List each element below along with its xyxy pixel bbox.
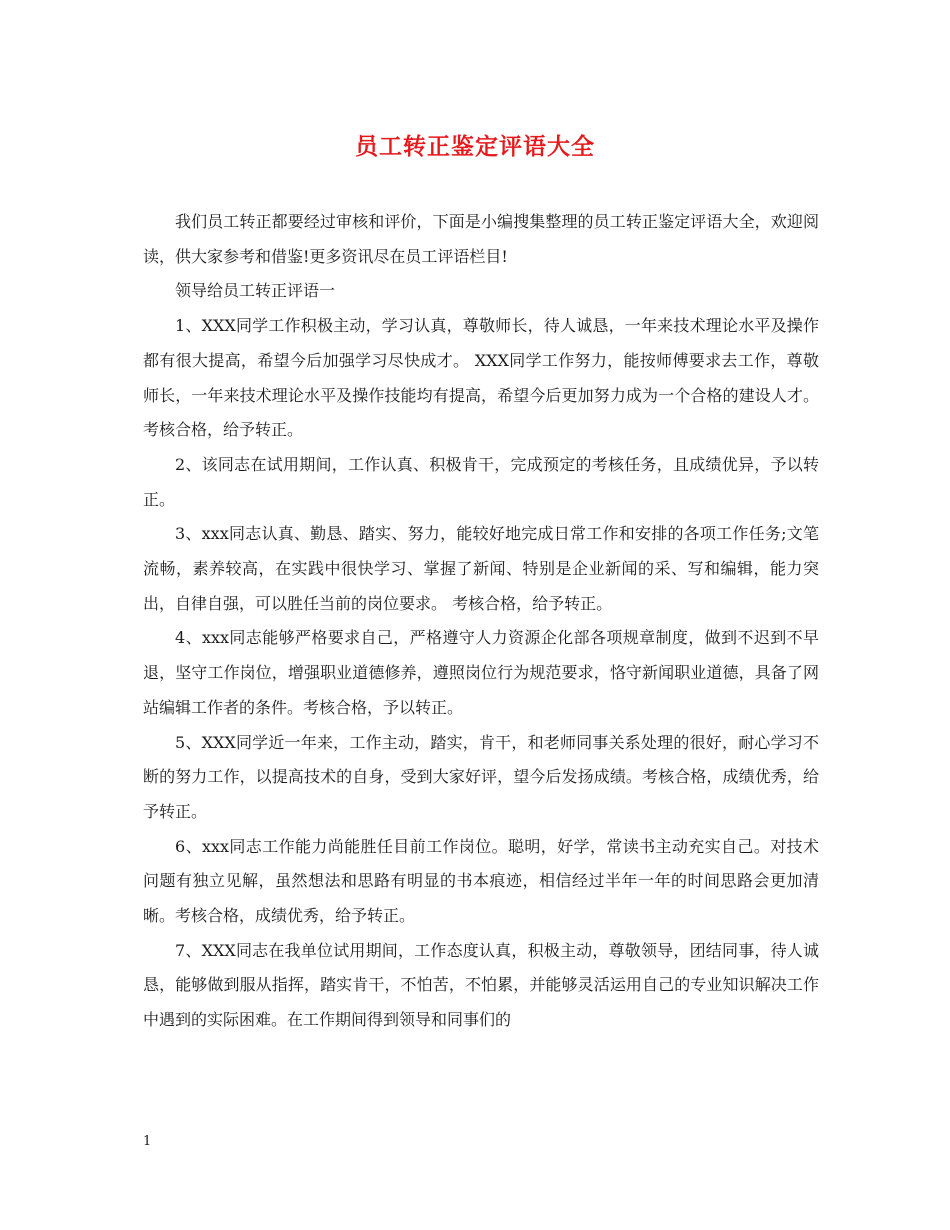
intro-paragraph: 我们员工转正都要经过审核和评价，下面是小编搜集整理的员工转正鉴定评语大全，欢迎阅读，供大家参考和借鉴!更多资讯尽在员工评语栏目! <box>143 212 819 266</box>
comment-paragraph-3: 3、xxx同志认真、勤恳、踏实、努力，能较好地完成日常工作和安排的各项工作任务;文笔流畅，素养较高，在实践中很快学习、掌握了新闻、特别是企业新闻的采、写和编辑，能力突出，自律自强，可以胜任当前的岗位要求。 考核合格，给予转正。 <box>143 524 819 613</box>
comment-paragraph-5: 5、XXX同学近一年来，工作主动，踏实，肯干，和老师同事关系处理的很好，耐心学习不断的努力工作，以提高技术的自身，受到大家好评，望今后发扬成绩。考核合格，成绩优秀，给予转正。 <box>143 732 819 821</box>
comment-paragraph-1: 1、XXX同学工作积极主动，学习认真，尊敬师长，待人诚恳，一年来技术理论水平及操作都有很大提高，希望今后加强学习尽快成才。 XXX同学工作努力，能按师傅要求去工作，尊敬师长，一年来技术理论水平及操作技能均有提高，希望今后更加努力成为一个合格的建设人才。考核合格，给予转正。 <box>143 316 819 440</box>
comment-paragraph-2: 2、该同志在试用期间，工作认真、积极肯干，完成预定的考核任务，且成绩优异，予以转正。 <box>143 454 819 509</box>
comment-paragraph-4: 4、xxx同志能够严格要求自己，严格遵守人力资源企化部各项规章制度，做到不迟到不早退，坚守工作岗位，增强职业道德修养，遵照岗位行为规范要求，恪守新闻职业道德，具备了网站编辑工作者的条件。考核合格，予以转正。 <box>143 628 819 717</box>
comment-paragraph-7: 7、XXX同志在我单位试用期间，工作态度认真，积极主动，尊敬领导，团结同事，待人诚恳，能够做到服从指挥，踏实肯干，不怕苦，不怕累，并能够灵活运用自己的专业知识解决工作中遇到的实际困难。在工作期间得到领导和同事们的 <box>143 940 819 1030</box>
document-title: 员工转正鉴定评语大全 <box>355 133 595 160</box>
comment-paragraph-6: 6、xxx同志工作能力尚能胜任目前工作岗位。聪明，好学，常读书主动充实自己。对技术问题有独立见解，虽然想法和思路有明显的书本痕迹，相信经过半年一年的时间思路会更加清晰。考核合格，成绩优秀，给予转正。 <box>143 836 819 926</box>
document-body <box>143 205 819 1038</box>
page-number: 1 <box>143 1134 152 1149</box>
section-heading: 领导给员工转正评语一 <box>175 281 336 301</box>
